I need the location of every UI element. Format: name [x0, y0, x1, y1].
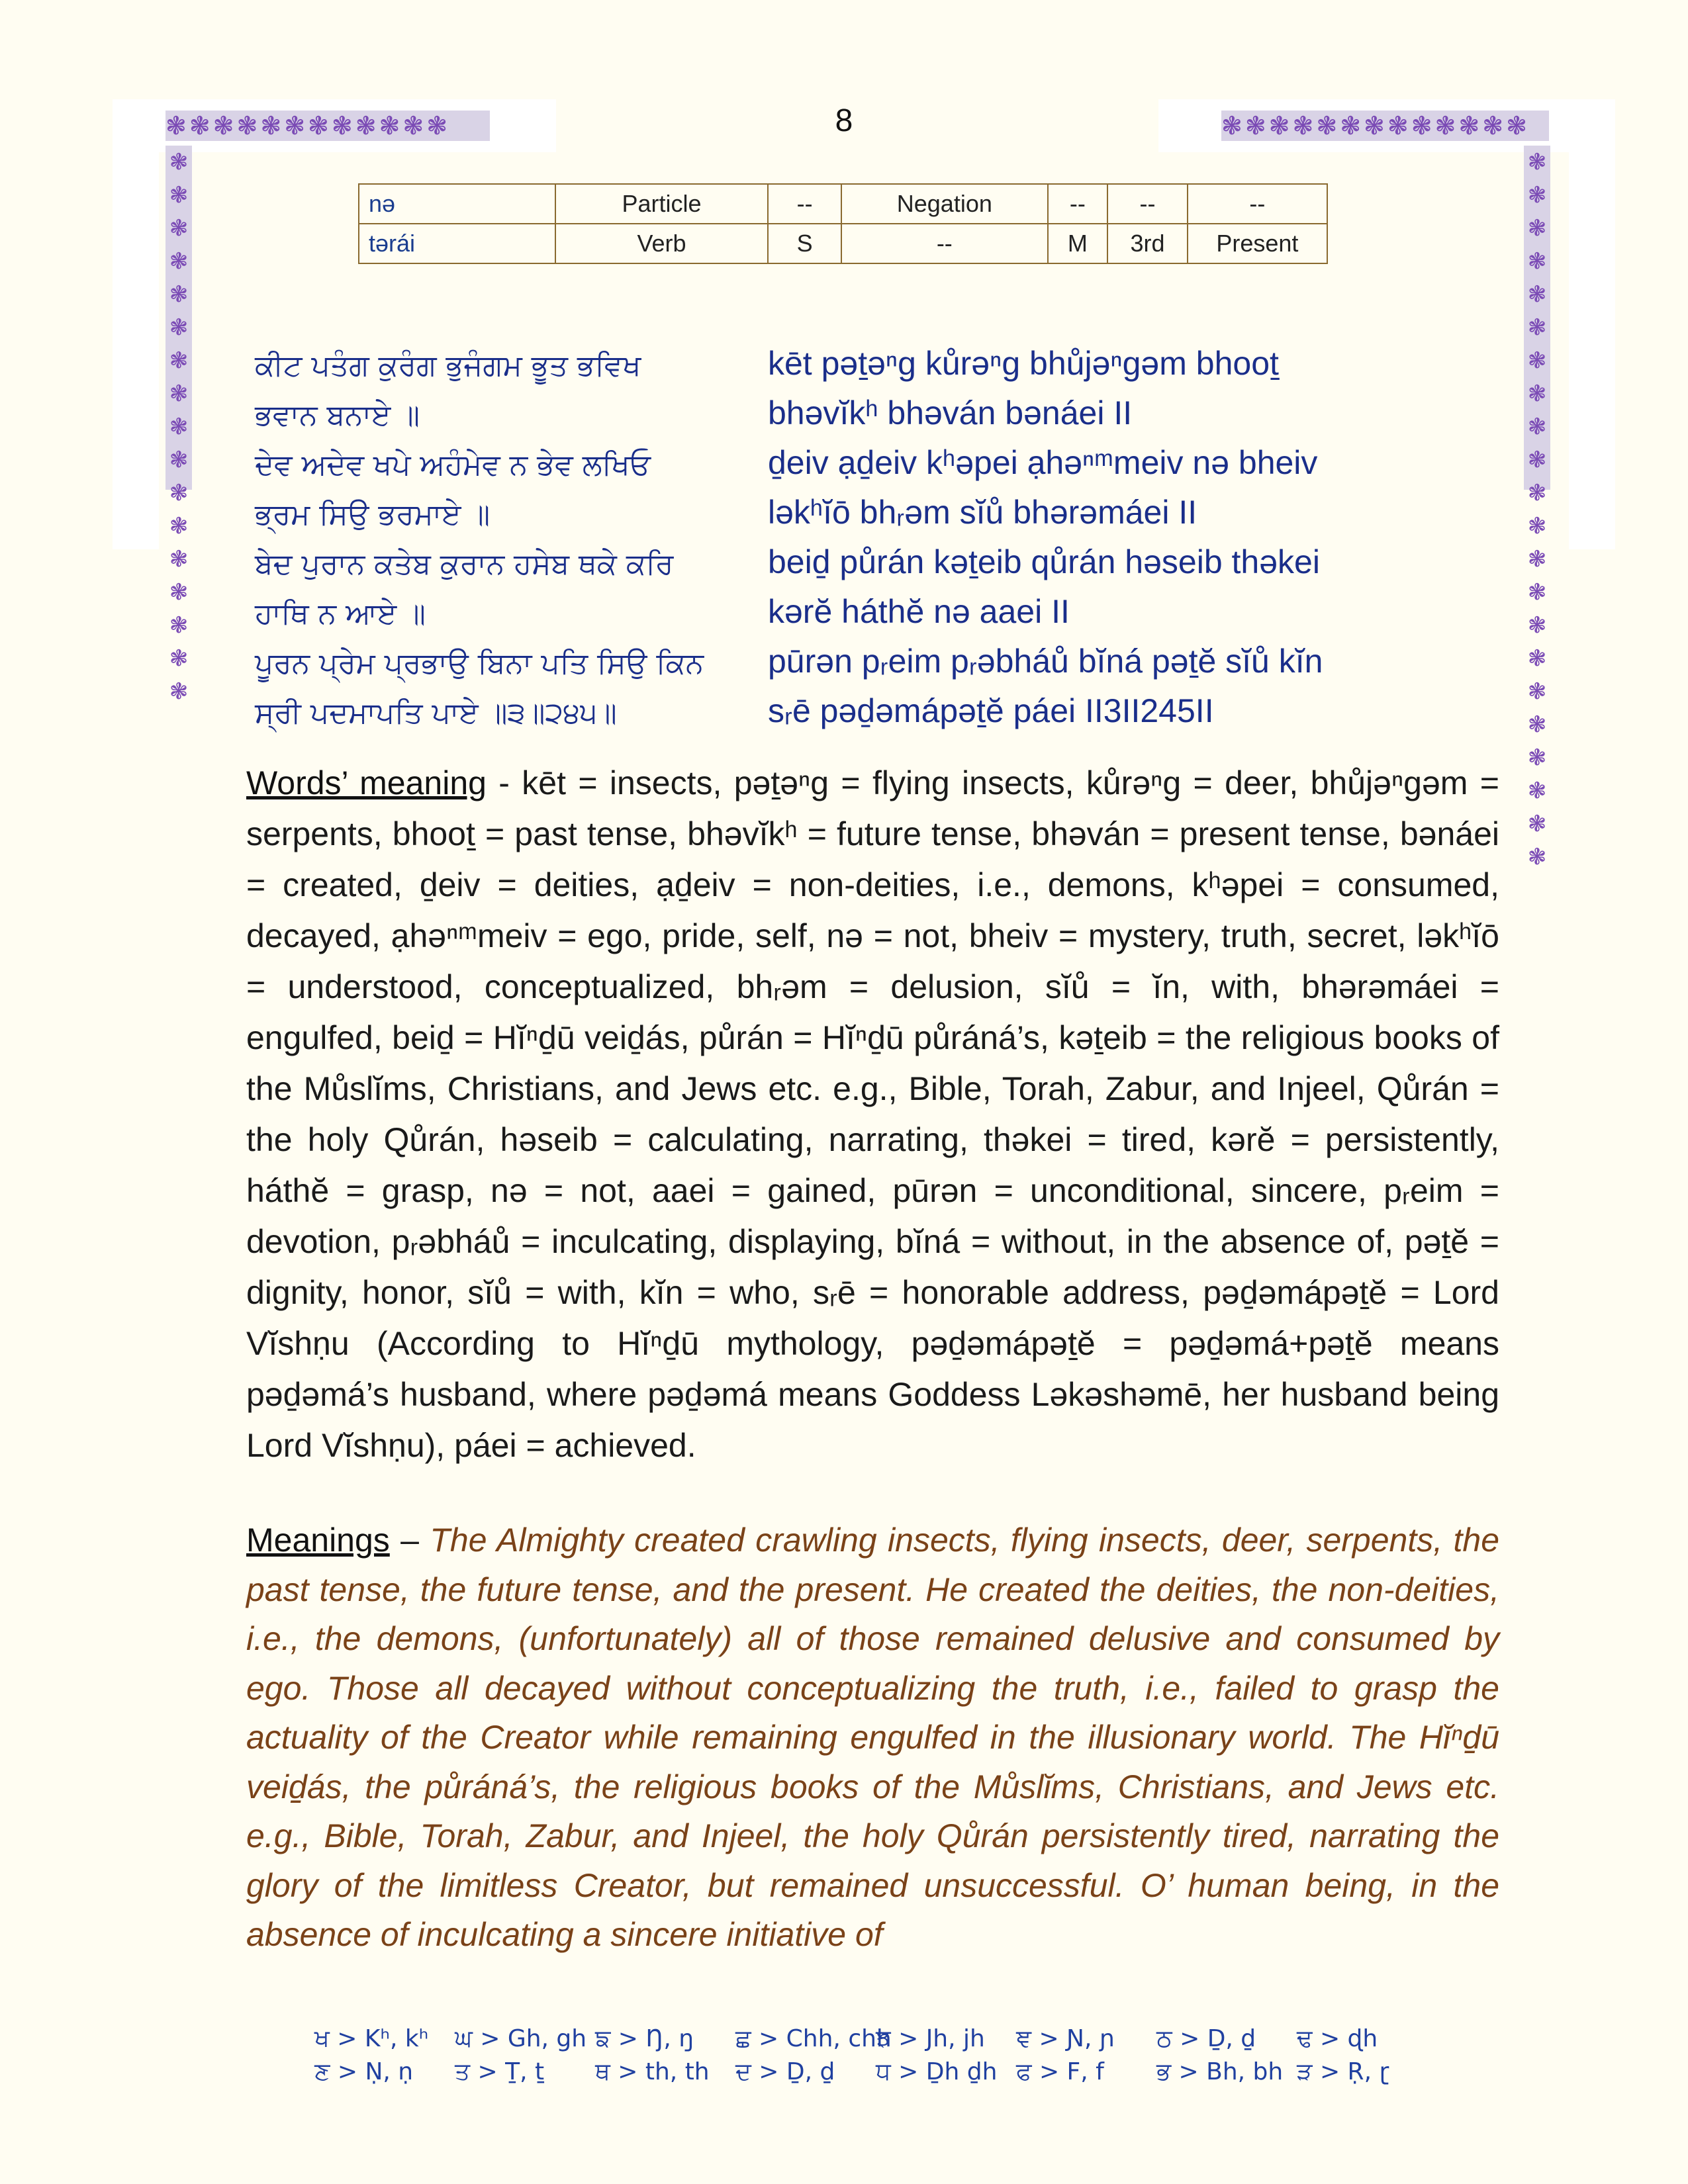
key-entry: ਞ > Ɲ, ɲ	[1016, 2025, 1115, 2052]
page-number: 8	[835, 103, 853, 138]
key-entry: ਛ > Chh, chh	[735, 2025, 892, 2052]
verse-line: sᵣē pəḏəmápəṯĕ páei II3II245II	[768, 692, 1214, 729]
table-cell: --	[768, 184, 841, 224]
border-stars-top-left: ❃❃❃❃❃❃❃❃❃❃❃❃	[165, 111, 490, 141]
key-entry: ਦ > Ḏ, ḏ	[735, 2058, 835, 2085]
meanings-heading: Meanings	[246, 1522, 390, 1559]
key-entry: ਢ > ɖh	[1297, 2025, 1378, 2052]
table-cell: Negation	[841, 184, 1048, 224]
meanings-text: The Almighty created crawling insects, flying insects, deer, serpents, the past tense, the future tense, and the present. He created the deities, the non-deities, i.e., the demons, (unfortunately) all of those remained delusive and consumed by ego. Those all decayed without conceptualizing the truth, i.e., failed to grasp the actuality of the Creator while remaining engulfed in the illusionary world. The Hĭⁿḏū veiḏás, the půráná’s, the religious books of the Můslĭms, Christians, and Jews etc. e.g., Bible, Torah, Zabur, and Injeel, the holy Qůrán persistently tired, narrating the glory of the limitless Creator, but remained unsuccessful. O’ human being, in the absence of inculcating a sincere initiative of	[246, 1522, 1500, 1953]
verse-line: pūrən pᵣeim pᵣəbháů bĭná pəṯĕ sĭů kĭn	[768, 643, 1323, 680]
verse-transliteration	[768, 339, 1403, 736]
verse-line: kēt pəṯəⁿg kůrəⁿg bhůjəⁿgəm bhooṯ	[768, 345, 1279, 382]
transliteration-key	[314, 2025, 1440, 2091]
meanings-paragraph	[246, 1516, 1499, 1960]
table-cell: M	[1048, 224, 1107, 263]
meanings-dash: –	[389, 1522, 430, 1559]
table-row	[359, 224, 1327, 263]
key-entry: ਫ > F, f	[1016, 2058, 1104, 2085]
key-entry: ਖ > Kʰ, kʰ	[314, 2025, 429, 2052]
verse-gurmukhi	[255, 341, 731, 738]
key-entry: ਥ > th, th	[595, 2058, 710, 2085]
key-entry: ੜ > Ṛ, ɽ	[1297, 2058, 1389, 2085]
grammar-table	[358, 183, 1328, 264]
verse-line: ਦੇਵ ਅਦੇਵ ਖਪੇ ਅਹੰਮੇਵ ਨ ਭੇਵ ਲਖਿਓ	[255, 448, 651, 482]
verse-line: ਹਾਥਿ ਨ ਆਏ ॥	[255, 597, 426, 631]
key-entry: ਙ > Ŋ, ŋ	[595, 2025, 694, 2052]
border-stars-top-right: ❃❃❃❃❃❃❃❃❃❃❃❃❃	[1221, 111, 1549, 141]
key-entry: ਘ > Gh, gh	[455, 2025, 587, 2052]
key-entry: ਭ > Bh, bh	[1156, 2058, 1284, 2085]
table-cell: 3rd	[1107, 224, 1188, 263]
verse-line: ਭਵਾਨ ਬਨਾਏ ॥	[255, 398, 420, 432]
words-meaning-heading: Words’ meaning	[246, 764, 487, 801]
table-cell: --	[1048, 184, 1107, 224]
table-row	[359, 184, 1327, 224]
table-cell: --	[1107, 184, 1188, 224]
verse-line: ਬੇਦ ਪੁਰਾਨ ਕਤੇਬ ਕੁਰਾਨ ਹਸੇਬ ਥਕੇ ਕਰਿ	[255, 547, 674, 581]
table-cell: Particle	[555, 184, 769, 224]
table-cell: S	[768, 224, 841, 263]
words-meaning-paragraph	[246, 758, 1499, 1471]
verse-line: kərĕ háthĕ nə aaei II	[768, 593, 1070, 630]
table-cell: Verb	[555, 224, 769, 263]
key-entry: ਧ > Ḏh ḏh	[876, 2058, 998, 2085]
table-cell: Present	[1188, 224, 1327, 263]
words-meaning-text: - kēt = insects, pəṯəⁿg = flying insects, kůrəⁿg = deer, bhůjəⁿgəm = serpents, bhooṯ = past tense, bhəvĭkʰ = future tense, bhəván = present tense, bənáei = created, ḏeiv = deities, ạḏeiv = non-deities, i.e., demons, kʰəpei = consumed, decayed, ạhəⁿᵐmeiv = ego, pride, self, nə = not, bheiv = mystery, truth, secret, ləkʰĭō = understood, conceptualized, bhᵣəm = delusion, sĭů = ĭn, with, bhərəmáei = engulfed, beiḏ = Hĭⁿḏū veiḏás, půrán = Hĭⁿḏū půráná’s, kəṯeib = the religious books of the Můslĭms, Christians, and Jews etc. e.g., Bible, Torah, Zabur, and Injeel, Qůrán = the holy Qůrán, həseib = calculating, narrating, thəkei = tired, kərĕ = persistently, háthĕ = grasp, nə = not, aaei = gained, pūrən = unconditional, sincere, pᵣeim = devotion, pᵣəbháů = inculcating, displaying, bĭná = without, in the absence of, pəṯĕ = dignity, honor, sĭů = with, kĭn = who, sᵣē = honorable address, pəḏəmápəṯĕ = Lord Vĭshṇu (According to Hĭⁿḏū mythology, pəḏəmápəṯĕ = pəḏəmá+pəṯĕ means pəḏəmá’s husband, where pəḏəmá means Goddess Ləkəshəmē, her husband being Lord Vĭshṇu), páei = achieved.	[246, 764, 1499, 1464]
key-entry: ਝ > Jh, jh	[876, 2025, 985, 2052]
table-cell: --	[1188, 184, 1327, 224]
table-cell: --	[841, 224, 1048, 263]
border-stars-right: ❃❃❃❃❃❃❃❃❃❃❃❃❃❃❃❃❃❃❃❃❃❃	[1524, 146, 1550, 490]
verse-line: ਪੂਰਨ ਪ੍ਰੇਮ ਪ੍ਰਭਾਉ ਬਿਨਾ ਪਤਿ ਸਿਉ ਕਿਨ	[255, 647, 704, 680]
table-cell: nə	[359, 184, 555, 224]
verse-line: beiḏ půrán kəṯeib qůrán həseib thəkei	[768, 543, 1320, 580]
verse-line: ਸ੍ਰੀ ਪਦਮਾਪਤਿ ਪਾਏ ॥੩॥੨੪੫॥	[255, 696, 617, 730]
verse-line: bhəvĭkʰ bhəván bənáei II	[768, 394, 1133, 432]
key-row	[314, 2058, 1440, 2091]
verse-line: ḏeiv ạḏeiv kʰəpei ạhəⁿᵐmeiv nə bheiv	[768, 444, 1318, 481]
key-entry: ਣ > Ṇ, ṇ	[314, 2058, 414, 2085]
key-row	[314, 2025, 1440, 2058]
table-cell: tərái	[359, 224, 555, 263]
verse-line: ਭ੍ਰਮ ਸਿਉ ਭਰਮਾਏ ॥	[255, 498, 491, 531]
verse-line: ləkʰĭō bhᵣəm sĭů bhərəmáei II	[768, 494, 1197, 531]
key-entry: ਤ > Ṯ, ṯ	[455, 2058, 545, 2085]
border-stars-left: ❃❃❃❃❃❃❃❃❃❃❃❃❃❃❃❃❃	[165, 146, 192, 490]
verse-line: ਕੀਟ ਪਤੰਗ ਕੁਰੰਗ ਭੁਜੰਗਮ ਭੂਤ ਭਵਿਖ	[255, 349, 641, 383]
key-entry: ਠ > Ḏ, ḏ	[1156, 2025, 1256, 2052]
